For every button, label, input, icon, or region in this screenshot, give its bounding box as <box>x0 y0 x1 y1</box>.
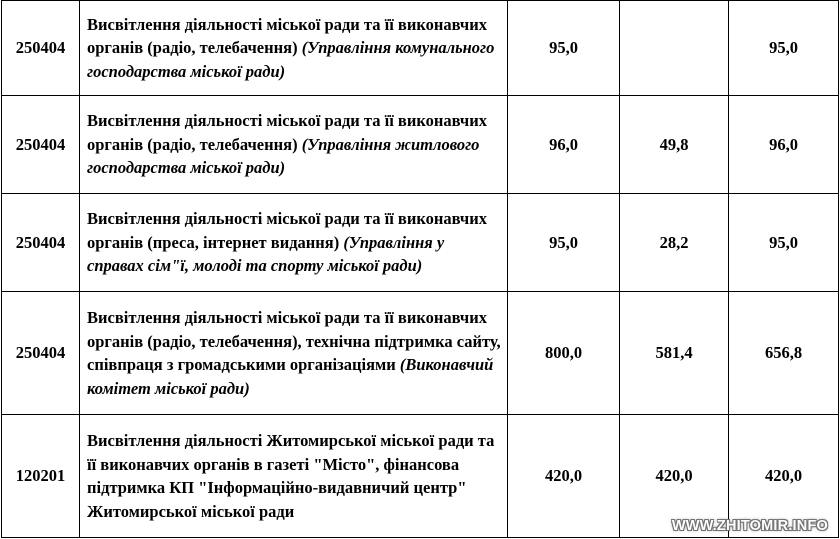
executed-amount-cell: 49,8 <box>620 96 729 194</box>
description-cell <box>80 415 508 538</box>
executed-amount-cell <box>620 1 729 96</box>
planned-amount-cell: 420,0 <box>508 415 620 538</box>
department-text: (Управління житлового господарства міської ради) <box>87 134 480 178</box>
planned-amount-cell: 95,0 <box>508 194 620 292</box>
department-text: (Управління у справах сім"ї, молоді та спорту міської ради) <box>87 232 445 276</box>
description-cell <box>80 194 508 292</box>
executed-amount-cell: 420,0 <box>620 415 729 538</box>
description-cell <box>80 96 508 194</box>
table-row <box>2 292 839 415</box>
department-text: (Управління комунального господарства міської ради) <box>87 38 495 81</box>
description-cell <box>80 292 508 415</box>
description-text: Висвітлення діяльності міської ради та її виконавчих органів (радіо, телебачення) <box>87 14 487 58</box>
planned-amount-cell: 800,0 <box>508 292 620 415</box>
description-text: Висвітлення діяльності міської ради та її виконавчих органів (радіо, телебачення) <box>87 111 487 154</box>
budget-code-cell: 250404 <box>2 292 80 415</box>
table-row <box>2 96 839 194</box>
table-row <box>2 194 839 292</box>
allocated-amount-cell: 96,0 <box>729 96 839 194</box>
budget-code-cell: 120201 <box>2 415 80 538</box>
planned-amount-cell: 96,0 <box>508 96 620 194</box>
budget-code-cell: 250404 <box>2 1 80 96</box>
allocated-amount-cell: 95,0 <box>729 1 839 96</box>
executed-amount-cell: 581,4 <box>620 292 729 415</box>
budget-table <box>1 0 839 538</box>
description-cell <box>80 1 508 96</box>
planned-amount-cell: 95,0 <box>508 1 620 96</box>
budget-code-cell: 250404 <box>2 194 80 292</box>
executed-amount-cell: 28,2 <box>620 194 729 292</box>
allocated-amount-cell: 95,0 <box>729 194 839 292</box>
description-text: Висвітлення діяльності міської ради та її виконавчих органів (преса, інтернет видання) <box>87 209 487 252</box>
budget-code-cell: 250404 <box>2 96 80 194</box>
table-row <box>2 1 839 96</box>
department-text: (Виконавчий комітет міської ради) <box>87 355 494 398</box>
allocated-amount-cell: 656,8 <box>729 292 839 415</box>
description-text: Висвітлення діяльності Житомирської міської ради та її виконавчих органів в газеті "Місто", фінансова підтримка КП "Інформаційно-видавничий центр" Житомирської міської ради <box>87 431 495 521</box>
description-text: Висвітлення діяльності міської ради та її виконавчих органів (радіо, телебачення), технічна підтримка сайту, співпраця з громадськими організаціями <box>87 308 501 374</box>
site-watermark: WWW.ZHITOMIR.INFO <box>671 518 828 534</box>
allocated-amount-cell: 420,0 <box>729 415 839 538</box>
